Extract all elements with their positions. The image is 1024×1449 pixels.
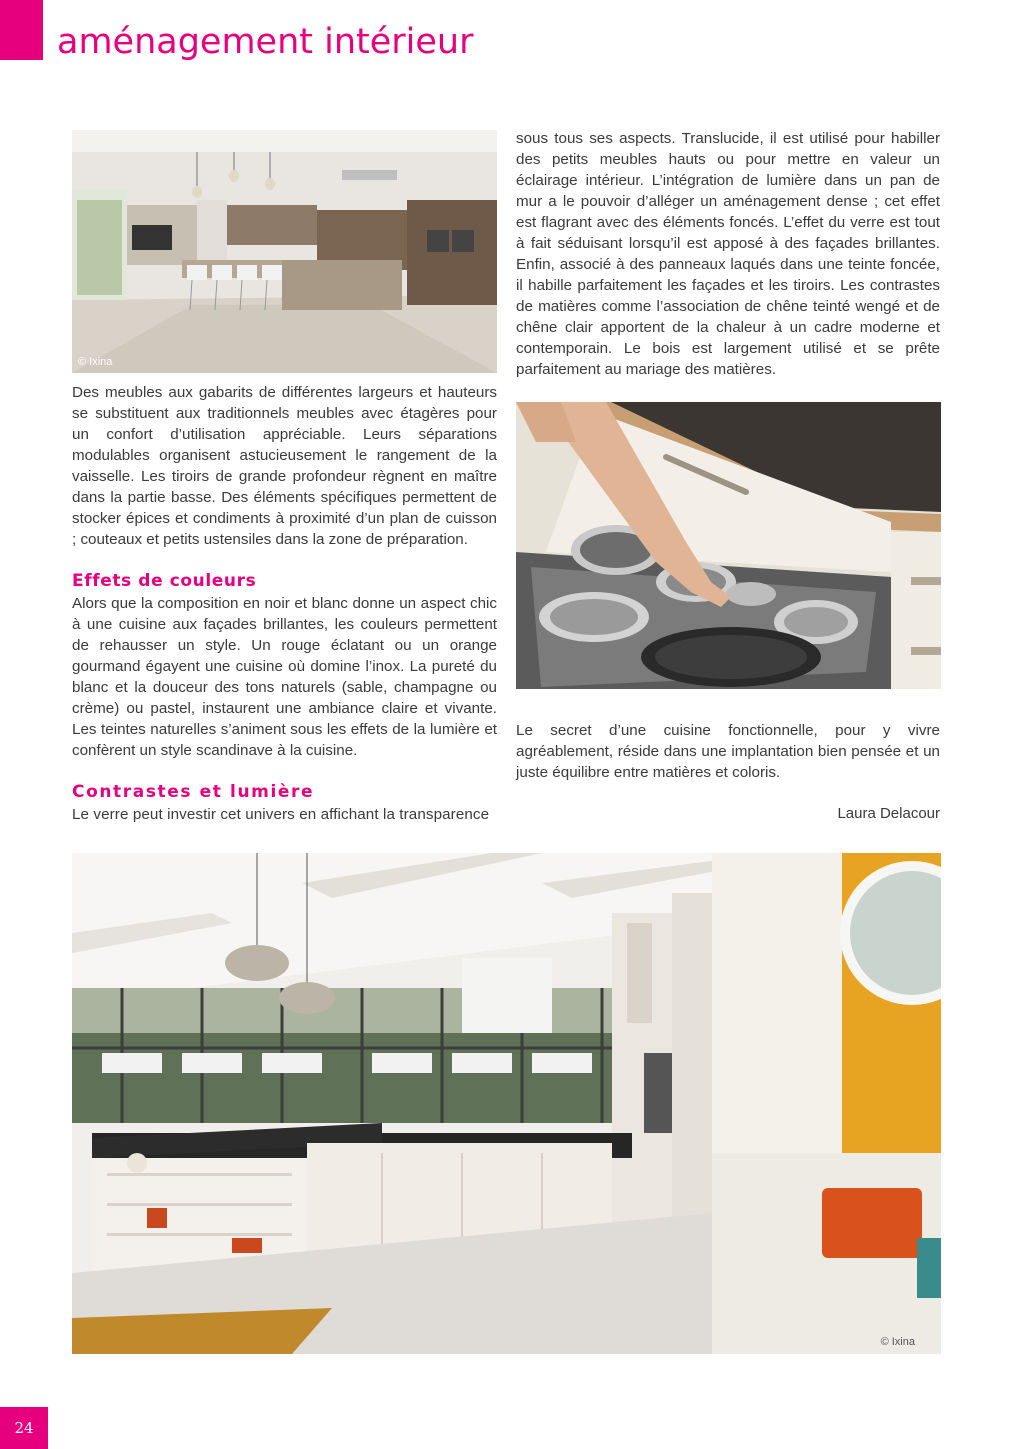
- photo-credit: © Ixina: [880, 1336, 915, 1348]
- section-title: aménagement intérieur: [57, 22, 474, 62]
- author-name: Laura Delacour: [837, 805, 940, 822]
- kitchen-photo-top: [72, 130, 497, 373]
- colors-text: Alors que la composition en noir et blanc donne un aspect chic à une cuisine aux façades brillantes, les couleurs permettent de rehausser un style. Un rouge éclatant ou un orange gourmand égayent une cuisine où domine l’inox. La pureté du blanc et la douceur des tons naturels (sable, champagne ou crème) ou pastel, instaurent une ambiance claire et vivante. Les teintes naturelles s’animent sous les effets de la lumière et confèrent un style scandinave à la cuisine.: [72, 595, 497, 759]
- heading-effets-couleurs: Effets de couleurs: [72, 571, 257, 591]
- photo-credit: © Ixina: [78, 356, 113, 368]
- conclusion-text: Le secret d’une cuisine fonctionnelle, pour y vivre agréablement, réside dans une implantation bien pensée et un juste équilibre entre matières et coloris.: [516, 722, 940, 781]
- conclusion-paragraph: [516, 720, 940, 783]
- continuation-text: sous tous ses aspects. Translucide, il est utilisé pour habiller des petits meubles hauts ou pour mettre en valeur un éclairage intérieur. L’intégration de lumière dans un pan de mur a le pouvoir d’alléger un aménagement dense ; cet effet est flagrant avec des éléments foncés. L’effet du verre est tout à fait séduisant lorsqu’il est apposé à des façades brillantes. Enfin, associé à des panneaux laqués dans une teinte foncée, il habille parfaitement les façades et les tiroirs. Les contrastes de matières comme l’association de chêne teinté wengé et de chêne clair apportent de la chaleur à un cadre moderne et contemporain. Le bois est largement utilisé et se prête parfaitement au mariage des matières.: [516, 130, 940, 378]
- heading-contrastes-lumiere: Contrastes et lumière: [72, 782, 315, 802]
- continuation-paragraph: [516, 128, 940, 380]
- header-accent-block: [0, 0, 43, 60]
- contrast-paragraph: [72, 804, 497, 825]
- drawer-photo: [516, 402, 941, 689]
- kitchen-photo-bottom: [72, 853, 941, 1354]
- intro-paragraph: [72, 382, 497, 550]
- contrast-text: Le verre peut investir cet univers en affichant la transparence: [72, 806, 490, 823]
- intro-text: Des meubles aux gabarits de différentes largeurs et hauteurs se substituent aux traditionnels meubles avec étagères pour un confort d’utilisation appréciable. Leurs séparations modulables organisent astucieusement le rangement de la vaisselle. Les tiroirs de grande profondeur règnent en maître dans la partie basse. Des éléments spécifiques permettent de stocker épices et condiments à proximité d’un plan de cuisson ; couteaux et petits ustensiles dans la zone de préparation.: [72, 384, 497, 548]
- colors-paragraph: [72, 593, 497, 761]
- page-number: 24: [0, 1407, 48, 1449]
